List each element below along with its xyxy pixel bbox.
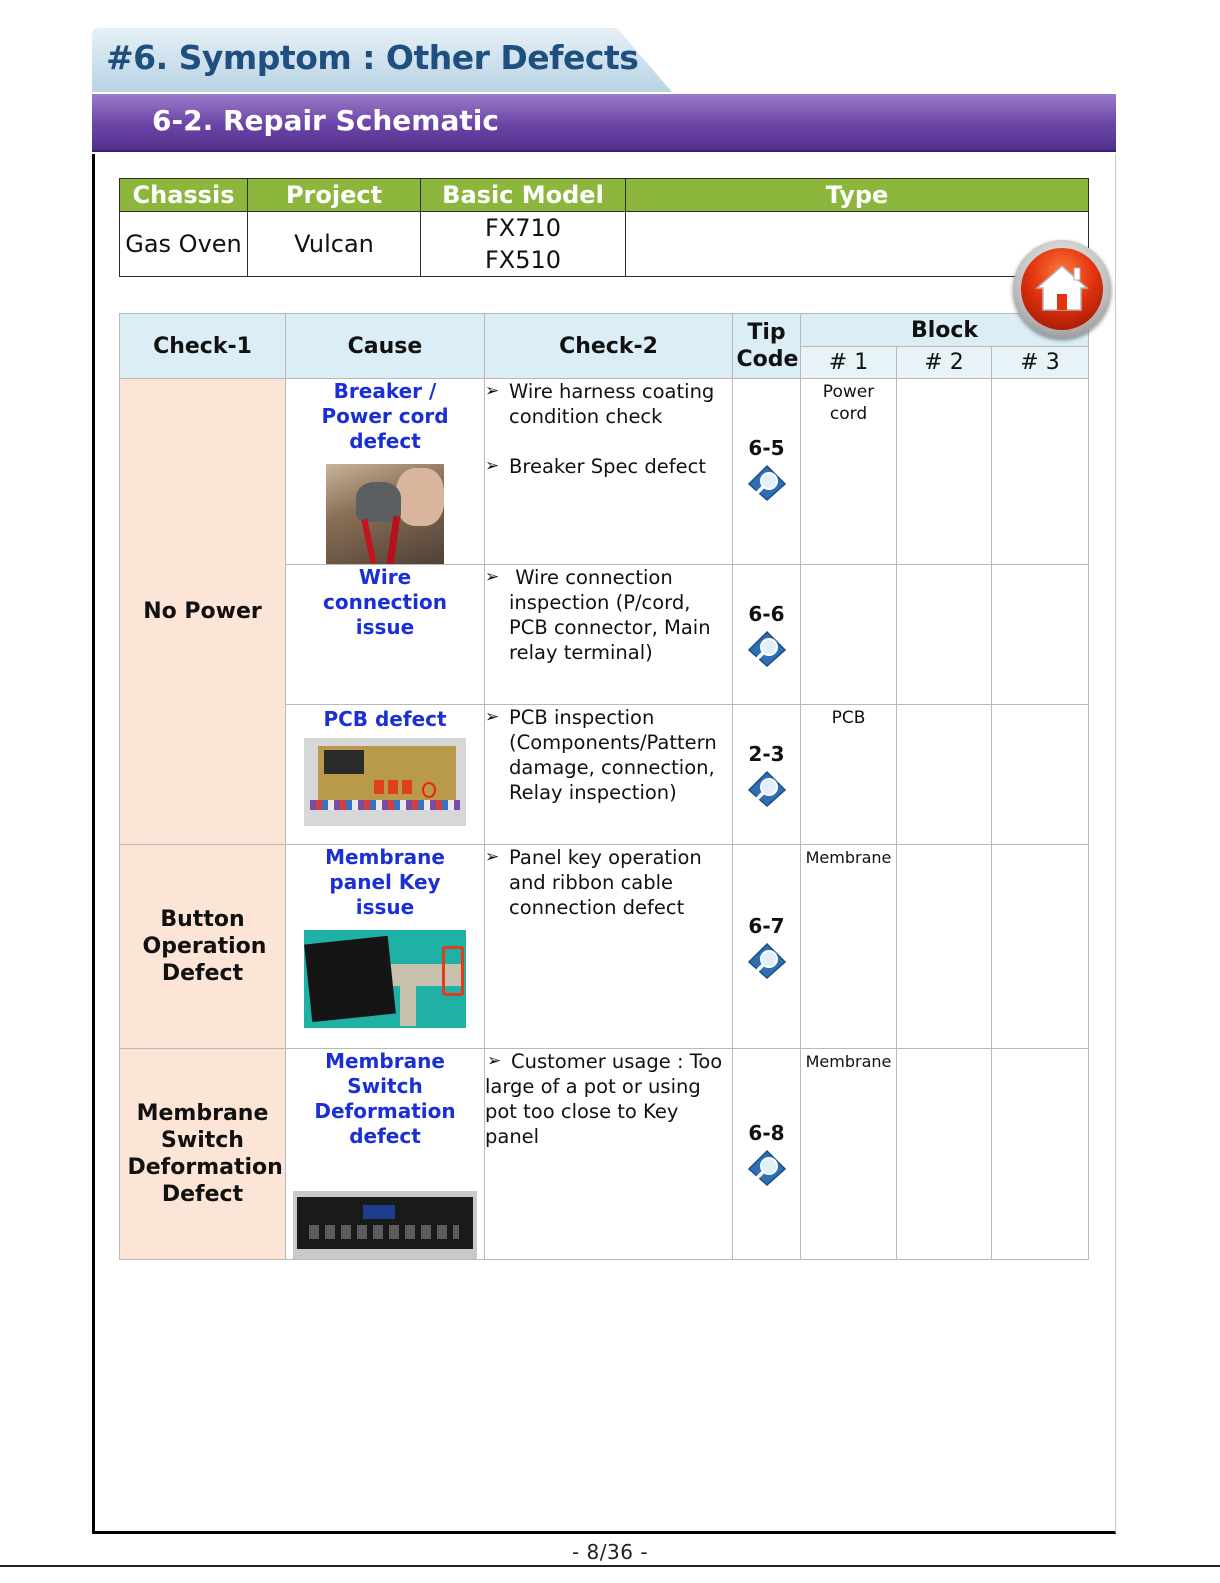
cause-breaker-power-cord: Breaker / Power cord defect (321, 379, 449, 453)
check2-text: PCB inspection (Components/Pattern damage, connection, Relay inspection) (509, 706, 717, 804)
block3-cell (992, 379, 1089, 565)
block3-cell (992, 705, 1089, 845)
arrow-bullet-icon: ➢ (485, 456, 500, 476)
basic-model-header: Basic Model (421, 179, 626, 212)
tip-code: 2-3 (748, 741, 785, 766)
tip-code-cell (733, 1049, 801, 1260)
cause-cell (286, 565, 485, 705)
cause-cell (286, 845, 485, 1049)
home-button-face (1021, 248, 1103, 330)
check2-text: Panel key operation and ribbon cable connection defect (509, 846, 702, 919)
block1-value: Membrane (805, 1052, 892, 1071)
home-button[interactable] (1013, 240, 1111, 338)
block1-cell (801, 565, 897, 705)
model-info-table (119, 178, 1089, 277)
check1-membrane-switch-text: Membrane Switch Deformation Defect (127, 1101, 283, 1207)
block1-cell (801, 1049, 897, 1260)
tip-code: 6-8 (748, 1121, 785, 1145)
check2-cell (485, 705, 733, 845)
table-row (120, 845, 1089, 1049)
block-col-3: # 3 (992, 347, 1089, 379)
home-icon (1021, 248, 1103, 330)
check1-header: Check-1 (120, 314, 286, 379)
check2-text: Customer usage : Too (511, 1050, 723, 1073)
cause-membrane-panel-key: Membrane panel Key issue (325, 845, 445, 919)
arrow-bullet-icon: ➢ (485, 381, 500, 401)
block2-cell (897, 1049, 992, 1260)
page-number: - 8/36 - (571, 1540, 649, 1564)
section-title: #6. Symptom : Other Defects (106, 38, 639, 77)
block2-cell (897, 705, 992, 845)
cause-pcb-defect: PCB defect (323, 707, 447, 731)
arrow-bullet-icon: ➢ (485, 847, 500, 867)
block-col-2: # 2 (897, 347, 992, 379)
block3-cell (992, 1049, 1089, 1260)
basic-model-value (421, 212, 626, 277)
type-header: Type (626, 179, 1089, 212)
check2-header: Check-2 (485, 314, 733, 379)
tip-code-cell (733, 565, 801, 705)
tip-code: 6-6 (748, 601, 785, 626)
magnifier-icon[interactable] (747, 942, 787, 980)
tip-code-header (733, 314, 801, 379)
block1-cell (801, 845, 897, 1049)
tip-code-header-text: Tip Code (736, 320, 799, 372)
block3-cell (992, 845, 1089, 1049)
block1-cell (801, 379, 897, 565)
block2-cell (897, 845, 992, 1049)
subsection-title: 6-2. Repair Schematic (152, 104, 499, 137)
check2-text: Wire harness coating condition check (509, 380, 715, 428)
cause-header: Cause (286, 314, 485, 379)
block1-value: Membrane (805, 848, 892, 867)
project-value: Vulcan (248, 212, 421, 277)
cause-cell (286, 1049, 485, 1260)
check2-cell (485, 379, 733, 565)
check1-button-operation (120, 845, 286, 1049)
block2-cell (897, 379, 992, 565)
magnifier-icon[interactable] (747, 630, 787, 668)
check1-no-power: No Power (120, 379, 286, 845)
chassis-value: Gas Oven (120, 212, 248, 277)
tip-code-cell (733, 379, 801, 565)
arrow-bullet-icon: ➢ (485, 707, 500, 727)
cause-cell (286, 379, 485, 565)
check2-text-continued: large of a pot or using pot too close to Key panel (485, 1075, 701, 1148)
cause-cell (286, 705, 485, 845)
block1-value: PCB (831, 708, 866, 728)
check2-cell (485, 845, 733, 1049)
block1-cell (801, 705, 897, 845)
magnifier-icon[interactable] (747, 464, 787, 502)
check2-cell (485, 1049, 733, 1260)
chassis-header: Chassis (120, 179, 248, 212)
tip-code-cell (733, 705, 801, 845)
check2-text: Breaker Spec defect (509, 455, 706, 478)
table-row (120, 1049, 1089, 1260)
basic-model-2: FX510 (484, 246, 562, 274)
tip-code: 6-7 (748, 913, 785, 938)
tip-code: 6-5 (748, 435, 785, 460)
check2-cell (485, 565, 733, 705)
block-col-1: # 1 (801, 347, 897, 379)
magnifier-icon[interactable] (747, 1149, 787, 1187)
tip-code-cell (733, 845, 801, 1049)
pcb-photo (304, 738, 466, 826)
check2-text: Wire connection inspection (P/cord, PCB connector, Main relay terminal) (509, 566, 717, 664)
membrane-panel-photo (304, 930, 466, 1028)
block3-cell (992, 565, 1089, 705)
basic-model-1: FX710 (484, 214, 562, 242)
magnifier-icon[interactable] (747, 770, 787, 808)
key-panel-photo (293, 1191, 477, 1259)
project-header: Project (248, 179, 421, 212)
table-row (120, 379, 1089, 565)
cause-membrane-switch-deformation: Membrane Switch Deformation defect (314, 1049, 456, 1148)
bottom-divider (0, 1565, 1220, 1567)
power-cord-photo (326, 464, 444, 564)
check1-membrane-switch (120, 1049, 286, 1260)
block1-value: Power cord (822, 382, 875, 424)
arrow-bullet-icon: ➢ (485, 567, 500, 587)
repair-schematic-table (119, 313, 1089, 1260)
block-header: Block (801, 314, 1089, 347)
check1-button-operation-text: Button Operation Defect (142, 907, 267, 986)
arrow-bullet-icon: ➢ (487, 1051, 502, 1071)
cause-wire-connection: Wire connection issue (323, 565, 447, 639)
block2-cell (897, 565, 992, 705)
